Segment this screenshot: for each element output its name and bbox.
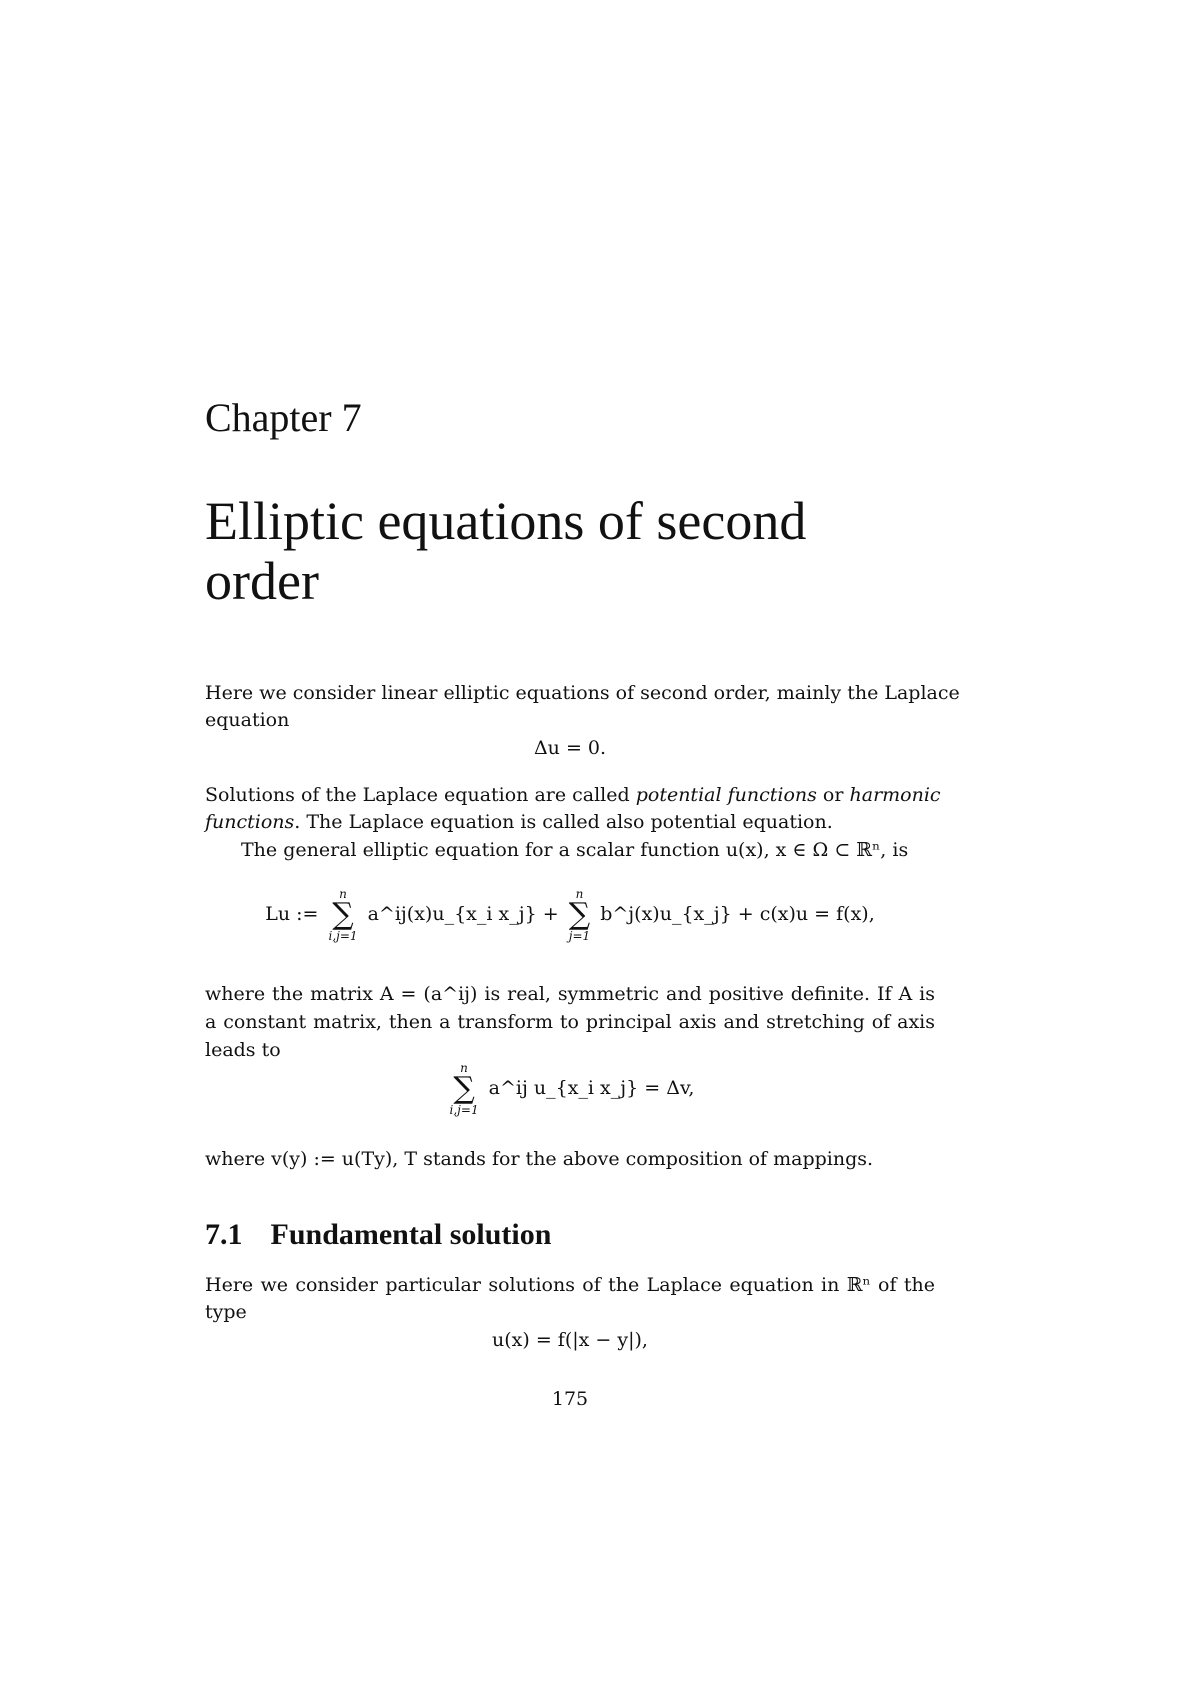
sum-symbol: n ∑ i,j=1 xyxy=(449,1061,479,1117)
section-title: Fundamental solution xyxy=(270,1218,552,1251)
section-p1-line1: Here we consider particular solutions of the Laplace equation in ℝⁿ of the xyxy=(205,1274,935,1296)
text: . The Laplace equation is called also potential equation. xyxy=(294,811,833,833)
intro-p1-line1: Here we consider linear elliptic equations of second order, mainly the Laplace xyxy=(205,682,960,704)
emphasis: functions xyxy=(205,811,295,833)
equation-laplace: Δu = 0. xyxy=(533,737,607,759)
text: Solutions of the Laplace equation are called xyxy=(205,784,636,806)
sum-lower: j=1 xyxy=(568,929,591,943)
equation-general-elliptic xyxy=(205,888,935,942)
intro-p2-line2 xyxy=(205,813,935,832)
equation-radial: u(x) = f(|x − y|), xyxy=(492,1329,648,1351)
intro-p3-line1: The general elliptic equation for a scalar function u(x), x ∈ Ω ⊂ ℝⁿ, is xyxy=(241,839,909,861)
intro-p4-line1: where the matrix A = (a^ij) is real, symmetric and positive definite. If A is xyxy=(205,983,935,1005)
sum-lower: i,j=1 xyxy=(449,1103,479,1117)
text: or xyxy=(816,784,850,806)
intro-p1-line2: equation xyxy=(205,709,290,731)
eq-term2: b^j(x)u_{x_j} + c(x)u = f(x), xyxy=(600,903,875,925)
page-number: 175 xyxy=(551,1388,589,1410)
section-number: 7.1 xyxy=(205,1218,243,1251)
eq-lhs: Lu := xyxy=(265,903,319,925)
sum-upper: n xyxy=(339,887,347,901)
eq-term: a^ij u_{x_i x_j} = Δv, xyxy=(488,1077,695,1099)
sum-symbol: n ∑ i,j=1 xyxy=(328,887,358,943)
intro-p5: where v(y) := u(Ty), T stands for the above composition of mappings. xyxy=(205,1148,874,1170)
eq-term1: a^ij(x)u_{x_i x_j} + xyxy=(367,903,559,925)
emphasis: potential functions xyxy=(635,784,817,806)
emphasis: harmonic xyxy=(849,784,941,806)
chapter-label: Chapter 7 xyxy=(205,395,362,440)
intro-p2-line1 xyxy=(205,784,941,806)
chapter-title-line2: order xyxy=(205,551,319,611)
section-p1-line2: type xyxy=(205,1301,247,1323)
section-heading xyxy=(205,1220,935,1250)
chapter-title-line1: Elliptic equations of second xyxy=(205,491,807,551)
equation-transformed xyxy=(205,1062,935,1116)
sum-upper: n xyxy=(575,887,584,901)
intro-p4-line3: leads to xyxy=(205,1039,281,1061)
sum-upper: n xyxy=(460,1061,468,1075)
sum-lower: i,j=1 xyxy=(328,929,358,943)
sum-symbol: n ∑ j=1 xyxy=(568,887,591,943)
intro-p4-line2: a constant matrix, then a transform to principal axis and stretching of axis xyxy=(205,1011,935,1033)
